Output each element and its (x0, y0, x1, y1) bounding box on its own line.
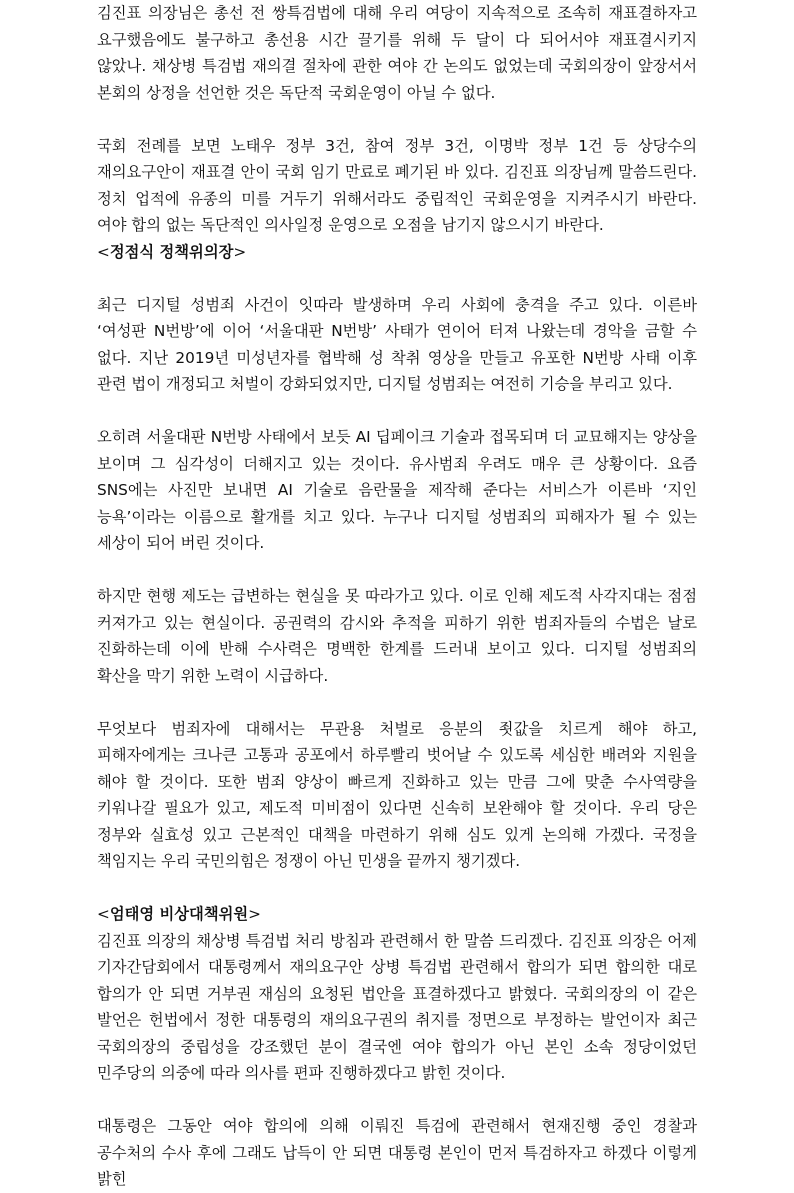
speaker-name: 정점식 정책위의장 (109, 242, 234, 261)
paragraph: 국회 전례를 보면 노태우 정부 3건, 참여 정부 3건, 이명박 정부 1건 등 상당수의 재의요구안이 재표결 안이 국회 임기 만료로 폐기된 바 있다. 김진표 의장님께 말씀드린다. 정치 업적에 유종의 미를 거두기 위해서라도 중립적인 국회운영을 지켜주시기 바란다. 여야 합의 없는 독단적인 의사일정 운영으로 오점을 남기지 않으시기 바란다. (97, 136, 697, 234)
speaker-bracket-open: < (97, 242, 110, 261)
paragraph: 대통령은 그동안 여야 합의에 의해 이뤄진 특검에 관련해서 현재진행 중인 경찰과 공수처의 수사 후에 그래도 납득이 안 되면 대통령 본인이 먼저 특검하자고 하겠다 이렇게 밝힌 (97, 1117, 697, 1188)
paragraph: 최근 디지털 성범죄 사건이 잇따라 발생하며 우리 사회에 충격을 주고 있다. 이른바 ‘여성판 N번방’에 이어 ‘서울대판 N번방’ 사태가 연이어 터져 나왔는데 경악을 금할 수 없다. 지난 2019년 미성년자를 협박해 성 착취 영상을 만들고 유포한 N번방 사태 이후 관련 법이 개정되고 처벌이 강화되었지만, 디지털 성범죄는 여전히 기승을 부리고 있다. (97, 295, 697, 393)
document-page (97, 0, 697, 1193)
paragraph: 오히려 서울대판 N번방 사태에서 보듯 AI 딥페이크 기술과 접목되며 더 교묘해지는 양상을 보이며 그 심각성이 더해지고 있는 것이다. 유사범죄 우려도 매우 큰 상황이다. 요즘 SNS에는 사진만 보내면 AI 기술로 음란물을 제작해 준다는 서비스가 이른바 ‘지인 능욕’이라는 이름으로 활개를 치고 있다. 누구나 디지털 성범죄의 피해자가 될 수 있는 세상이 되어 버린 것이다. (97, 428, 697, 552)
speaker-heading (97, 901, 697, 928)
speaker-heading (97, 239, 697, 266)
paragraph: 김진표 의장의 채상병 특검법 처리 방침과 관련해서 한 말씀 드리겠다. 김진표 의장은 어제 기자간담회에서 대통령께서 재의요구안 상병 특검법 관련해서 합의가 되면 합의한 대로 합의가 안 되면 거부권 재심의 요청된 법안을 표결하겠다고 밝혔다. 국회의장의 이 같은 발언은 헌법에서 정한 대통령의 재의요구권의 취지를 정면으로 부정하는 발언이자 최근 국회의장의 중립성을 강조했던 분이 결국엔 여야 합의가 아닌 본인 소속 정당이었던 민주당의 의중에 따라 의사를 편파 진행하겠다고 밝힌 것이다. (97, 931, 697, 1082)
speaker-bracket-open: < (97, 905, 110, 923)
speaker-bracket-close: > (233, 242, 247, 261)
speaker-bracket-close: > (248, 905, 261, 923)
paragraph: 하지만 현행 제도는 급변하는 현실을 못 따라가고 있다. 이로 인해 제도적 사각지대는 점점 커져가고 있는 현실이다. 공권력의 감시와 추적을 피하기 위한 범죄자들의 수법은 날로 진화하는데 이에 반해 수사력은 명백한 한계를 드러내 보이고 있다. 디지털 성범죄의 확산을 막기 위한 노력이 시급하다. (97, 587, 697, 685)
paragraph: 김진표 의장님은 총선 전 쌍특검법에 대해 우리 여당이 지속적으로 조속히 재표결하자고 요구했음에도 불구하고 총선용 시간 끌기를 위해 두 달이 다 되어서야 재표결시키지 않았나. 채상병 특검법 재의결 절차에 관한 여야 간 논의도 없었는데 국회의장이 앞장서서 본회의 상정을 선언한 것은 독단적 국회운영이 아닐 수 없다. (97, 4, 697, 102)
blank-line (97, 265, 697, 292)
paragraph: 무엇보다 범죄자에 대해서는 무관용 처벌로 응분의 죗값을 치르게 해야 하고, 피해자에게는 크나큰 고통과 공포에서 하루빨리 벗어날 수 있도록 세심한 배려와 지원을 해야 할 것이다. 또한 범죄 양상이 빠르게 진화하고 있는 만큼 그에 맞춘 수사역량을 키워나갈 필요가 있고, 제도적 미비점이 있다면 신속히 보완해야 할 것이다. 우리 당은 정부와 실효성 있고 근본적인 대책을 마련하기 위해 심도 있게 논의해 가겠다. 국정을 책임지는 우리 국민의힘은 정쟁이 아닌 민생을 끝까지 챙기겠다. (97, 719, 697, 870)
speaker-name: 엄태영 비상대책위원 (109, 905, 249, 923)
